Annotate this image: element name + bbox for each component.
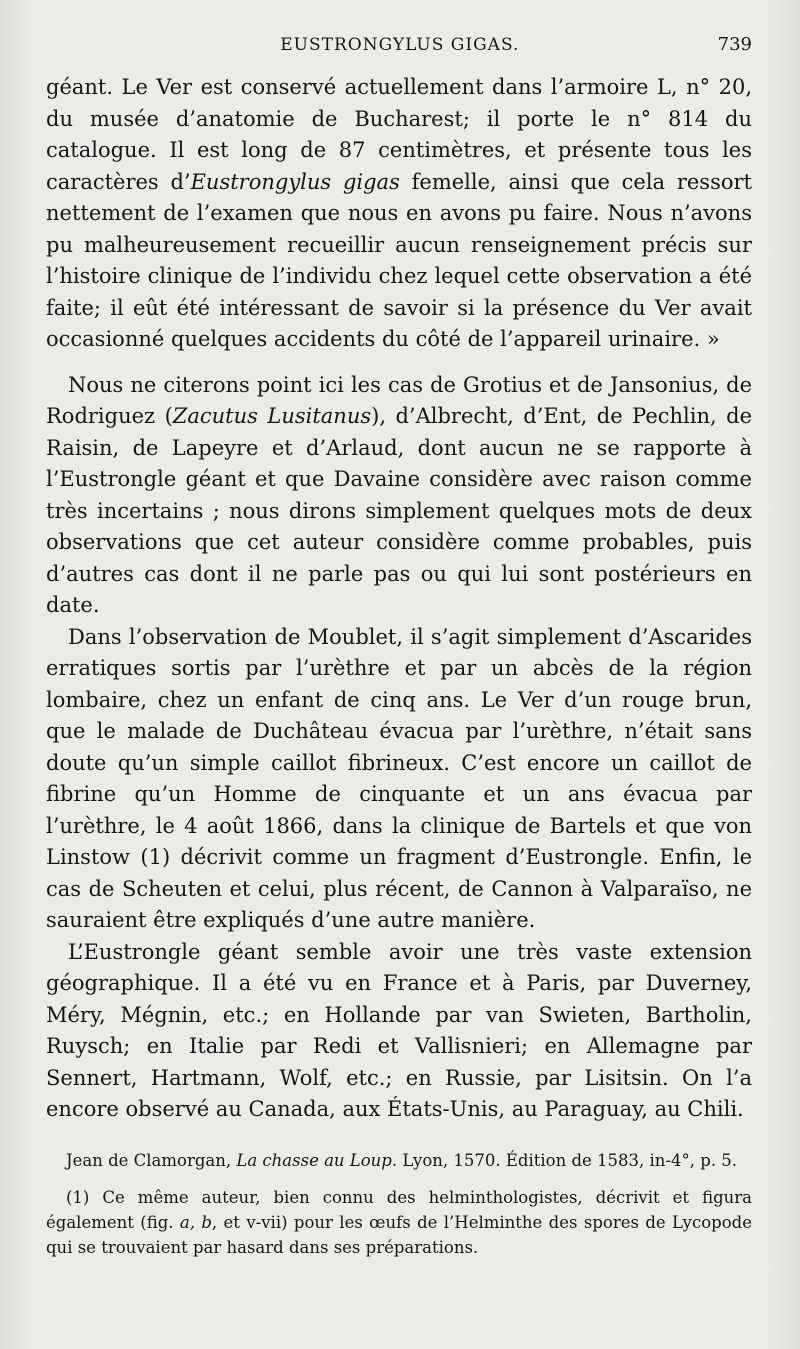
- paragraph-2-author-name: Zacutus Lusitanus: [172, 404, 372, 428]
- source-note-title: La chasse au Loup: [236, 1150, 392, 1170]
- footnote-text-b: , et v-vii) pour les œufs de l’Helminthe des spores de Lycopode qui se trouvaient par hasard dans ses préparations.: [46, 1212, 753, 1257]
- page-number: 739: [717, 34, 752, 55]
- paragraph-1-species-name: Eustrongylus gigas: [190, 169, 400, 194]
- footnote-text-a: (1) Ce même auteur, bien connu des helminthologistes, décrivit et figura également (fig.: [46, 1187, 752, 1232]
- source-note-author: Jean de Clamorgan,: [66, 1150, 237, 1170]
- paragraph-2-text-a: Nous ne citerons point ici les cas de Grotius et de Jansonius, de Rodriguez (: [46, 372, 752, 428]
- page-body: [46, 72, 752, 1126]
- paragraph-2-text-b: ), d’Albrecht, d’Ent, de Pechlin, de Raisin, de Lapeyre et d’Arlaud, dont aucun ne se rapporte à l’Eustrongle géant et que Davaine considère avec raison comme très incertains ; nous dirons simplement quelques mots de deux observations que cet auteur considère comme probables, puis d’autres cas dont il ne parle pas ou qui lui sont postérieurs en date.: [46, 404, 753, 617]
- paragraph-1: [46, 72, 752, 356]
- paragraph-3: Dans l’observation de Moublet, il s’agit simplement d’Ascarides erratiques sortis par l’urèthre et par un abcès de la région lombaire, chez un enfant de cinq ans. Le Ver d’un rouge brun, que le malade de Duchâteau évacua par l’urèthre, n’était sans doute qu’un simple caillot fibrineux. C’est encore un caillot de fibrine qu’un Homme de cinquante et un ans évacua par l’urèthre, le 4 août 1866, dans la clinique de Bartels et que von Linstow (1) décrivit comme un fragment d’Eustrongle. Enfin, le cas de Scheuten et celui, plus récent, de Cannon à Valparaïso, ne sauraient être expliqués d’une autre manière.: [46, 624, 752, 932]
- paragraph-1-text-b: femelle, ainsi que cela ressort nettement de l’examen que nous en avons pu faire. Nous n’avons pu malheureusement recueillir aucun renseignement précis sur l’histoire clinique de l’individu chez lequel cette observation a été faite; il eût été intéressant de savoir si la présence du Ver avait occasionné quelques accidents du côté de l’appareil urinaire. »: [46, 169, 752, 351]
- paragraph-4: L’Eustrongle géant semble avoir une très vaste extension géographique. Il a été vu en France et à Paris, par Duverney, Méry, Mégnin, etc.; en Hollande par van Swieten, Bartholin, Ruysch; en Italie par Redi et Vallisnieri; en Allemagne par Sennert, Hartmann, Wolf, etc.; en Russie, par Lisitsin. On l’a encore observé au Canada, aux États-Unis, au Paraguay, au Chili.: [46, 939, 752, 1121]
- paragraph-2: [46, 370, 752, 622]
- source-note: [46, 1148, 752, 1173]
- paragraph-1-text-a: géant. Le Ver est conservé actuellement dans l’armoire L, n° 20, du musée d’anatomie de Bucharest; il porte le n° 814 du catalogue. Il est long de 87 centimètres, et présente tous les caractères d’: [46, 75, 752, 194]
- page-header: [46, 34, 752, 72]
- running-title: EUSTRONGYLUS GIGAS.: [280, 35, 520, 55]
- footnote-figure-ref: a, b: [179, 1212, 212, 1232]
- footnote-1: [46, 1185, 752, 1260]
- source-note-details: . Lyon, 1570. Édition de 1583, in-4°, p. 5.: [391, 1150, 738, 1170]
